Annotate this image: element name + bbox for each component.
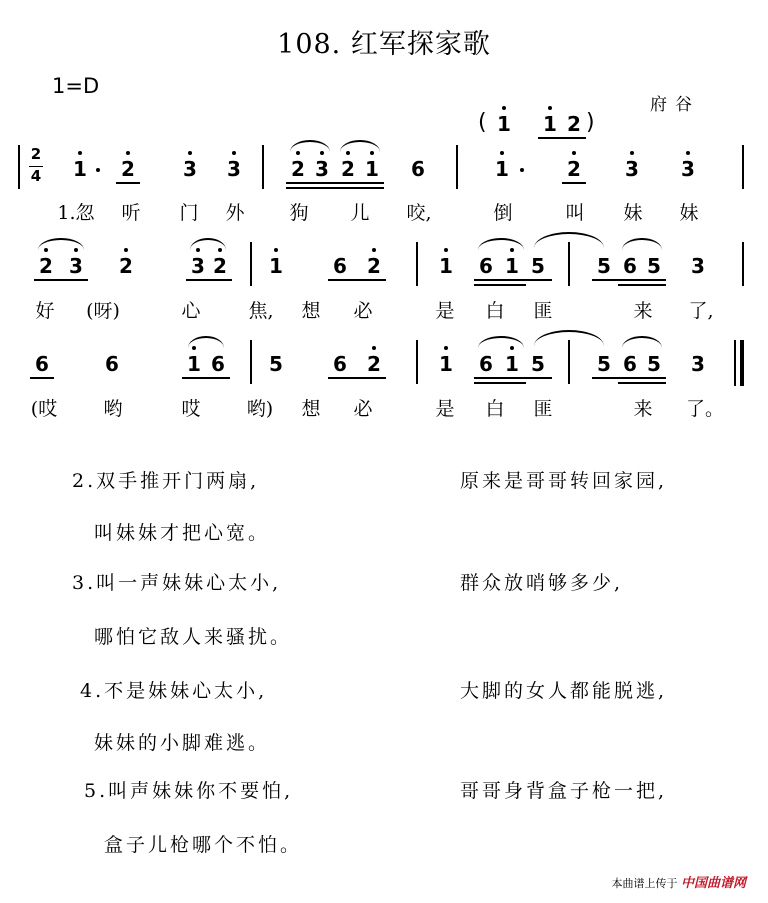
region-label: 府谷 xyxy=(650,95,700,115)
note: 5 xyxy=(597,254,611,278)
high-octave-dot xyxy=(274,248,278,252)
note: 2 xyxy=(341,157,355,181)
beam xyxy=(182,377,230,379)
slur xyxy=(290,140,330,152)
barline xyxy=(568,340,570,384)
beam xyxy=(186,279,232,281)
note: 6 xyxy=(211,352,225,376)
barline xyxy=(742,242,744,286)
lyric: 必 xyxy=(353,398,373,420)
beam xyxy=(328,377,386,379)
high-octave-dot xyxy=(510,346,514,350)
lyric: 好 xyxy=(35,300,55,322)
barline xyxy=(18,145,20,189)
note: 1 xyxy=(495,157,509,181)
time-sig-bottom: 4 xyxy=(30,167,42,185)
barline xyxy=(742,145,744,189)
lyric: 匪 xyxy=(533,398,553,420)
verse-2-line-c: 叫妹妹才把心宽。 xyxy=(94,522,271,544)
note: 3 xyxy=(681,157,695,181)
beam xyxy=(592,279,666,281)
beam xyxy=(328,279,386,281)
note: 2 xyxy=(213,254,227,278)
lyric: 想 xyxy=(301,300,321,322)
high-octave-dot xyxy=(74,248,78,252)
verse-3-line-a: 3.叫一声妹妹心太小, xyxy=(72,572,282,594)
lyric: 心 xyxy=(181,300,201,322)
high-octave-dot xyxy=(572,151,576,155)
high-octave-dot xyxy=(548,106,552,110)
beam xyxy=(474,377,552,379)
lyric: 是 xyxy=(435,398,455,420)
slur xyxy=(622,336,662,348)
barline xyxy=(416,242,418,286)
barline xyxy=(568,242,570,286)
intro-paren-close: ) xyxy=(586,110,595,135)
note: 6 xyxy=(333,254,347,278)
beam xyxy=(474,279,552,281)
beam xyxy=(474,382,526,384)
slur xyxy=(478,238,524,250)
note: 1 xyxy=(505,254,519,278)
high-octave-dot xyxy=(124,248,128,252)
lyric: 咬, xyxy=(406,202,432,224)
note: 1 xyxy=(365,157,379,181)
note: 5 xyxy=(597,352,611,376)
high-octave-dot xyxy=(444,346,448,350)
beam xyxy=(116,182,140,184)
verse-4-line-c: 妹妹的小脚难逃。 xyxy=(94,732,271,754)
beam xyxy=(286,187,384,189)
note: 3 xyxy=(625,157,639,181)
lyric: 哟) xyxy=(246,398,274,420)
note: 3 xyxy=(315,157,329,181)
note: 5 xyxy=(531,254,545,278)
beam xyxy=(286,182,384,184)
high-octave-dot xyxy=(44,248,48,252)
beam xyxy=(562,182,586,184)
note: 6 xyxy=(411,157,425,181)
note: 3 xyxy=(191,254,205,278)
beam xyxy=(474,284,526,286)
verse-4-line-a: 4.不是妹妹心太小, xyxy=(80,680,268,702)
lyric: 匪 xyxy=(533,300,553,322)
high-octave-dot xyxy=(686,151,690,155)
note: 1 xyxy=(187,352,201,376)
verse-5-line-b: 哥哥身背盒子枪一把, xyxy=(460,780,668,802)
intro-note-1: 1 xyxy=(497,112,511,136)
time-sig-top: 2 xyxy=(30,145,42,163)
high-octave-dot xyxy=(510,248,514,252)
lyric: 白 xyxy=(485,398,505,420)
lyric: 了。 xyxy=(686,398,725,420)
note: 1 xyxy=(73,157,87,181)
note: 5 xyxy=(647,352,661,376)
note: 6 xyxy=(479,254,493,278)
intro-note-2: 1 xyxy=(543,112,557,136)
barline xyxy=(250,340,252,384)
beam xyxy=(592,377,666,379)
site-logo[interactable]: 中国曲谱网 xyxy=(680,876,746,891)
high-octave-dot xyxy=(444,248,448,252)
lyric: 1.忽 xyxy=(57,202,95,224)
lyric: 想 xyxy=(301,398,321,420)
note: 6 xyxy=(479,352,493,376)
verse-2-line-a: 2.双手推开门两扇, xyxy=(72,470,260,492)
high-octave-dot xyxy=(218,248,222,252)
note: 3 xyxy=(691,352,705,376)
beam xyxy=(34,279,88,281)
footer-text: 本曲谱上传于 xyxy=(611,877,678,890)
lyric: 焦, xyxy=(248,300,274,322)
high-octave-dot xyxy=(232,151,236,155)
lyric: 外 xyxy=(225,202,245,224)
high-octave-dot xyxy=(372,346,376,350)
high-octave-dot xyxy=(188,151,192,155)
lyric: 哟 xyxy=(103,398,123,420)
beam xyxy=(30,377,54,379)
intro-paren-open: ( xyxy=(478,110,487,135)
key-signature: 1=D xyxy=(52,74,100,98)
note: 3 xyxy=(69,254,83,278)
high-octave-dot xyxy=(126,151,130,155)
verse-5-line-a: 5.叫声妹妹你不要怕, xyxy=(84,780,294,802)
slur xyxy=(622,238,662,250)
note: 1 xyxy=(505,352,519,376)
final-barline-thick xyxy=(740,340,744,386)
note: 6 xyxy=(35,352,49,376)
lyric: 了, xyxy=(688,300,714,322)
high-octave-dot xyxy=(192,346,196,350)
note: 5 xyxy=(269,352,283,376)
note: 2 xyxy=(119,254,133,278)
lyric: 儿 xyxy=(350,202,370,224)
slur xyxy=(340,140,380,152)
note: 6 xyxy=(623,254,637,278)
lyric: 门 xyxy=(179,202,199,224)
note: 1 xyxy=(439,352,453,376)
high-octave-dot xyxy=(502,106,506,110)
note: 6 xyxy=(333,352,347,376)
note: 1 xyxy=(269,254,283,278)
note: 5 xyxy=(531,352,545,376)
verse-2-line-b: 原来是哥哥转回家园, xyxy=(460,470,668,492)
lyric: 听 xyxy=(121,202,141,224)
verse-3-line-c: 哪怕它敌人来骚扰。 xyxy=(94,626,293,648)
lyric: 倒 xyxy=(493,202,513,224)
note: 5 xyxy=(647,254,661,278)
slur xyxy=(478,336,524,348)
high-octave-dot xyxy=(630,151,634,155)
lyric: 妹 xyxy=(623,202,643,224)
footer xyxy=(611,872,746,891)
intro-note-3: 2 xyxy=(567,112,581,136)
lyric: (哎 xyxy=(30,398,58,420)
note: 3 xyxy=(227,157,241,181)
high-octave-dot xyxy=(500,151,504,155)
high-octave-dot xyxy=(196,248,200,252)
lyric: 狗 xyxy=(289,202,309,224)
lyric: 必 xyxy=(353,300,373,322)
page-title: 108. 红军探家歌 xyxy=(277,29,491,60)
verse-5-line-c: 盒子儿枪哪个不怕。 xyxy=(104,834,303,856)
lyric: (呀) xyxy=(86,300,120,322)
beam xyxy=(618,284,666,286)
lyric: 来 xyxy=(633,398,653,420)
lyric: 叫 xyxy=(565,202,585,224)
verse-3-line-b: 群众放哨够多少, xyxy=(460,572,624,594)
lyric: 白 xyxy=(485,300,505,322)
lyric: 哎 xyxy=(181,398,201,420)
high-octave-dot xyxy=(372,248,376,252)
note: 2 xyxy=(367,254,381,278)
beam xyxy=(538,137,586,139)
high-octave-dot xyxy=(78,151,82,155)
lyric: 来 xyxy=(633,300,653,322)
note: 2 xyxy=(567,157,581,181)
note: 2 xyxy=(291,157,305,181)
augmentation-dot xyxy=(520,168,524,172)
note: 3 xyxy=(183,157,197,181)
note: 2 xyxy=(39,254,53,278)
lyric: 妹 xyxy=(679,202,699,224)
verse-4-line-b: 大脚的女人都能脱逃, xyxy=(460,680,668,702)
note: 6 xyxy=(623,352,637,376)
note: 1 xyxy=(439,254,453,278)
lyric: 是 xyxy=(435,300,455,322)
barline xyxy=(456,145,458,189)
note: 2 xyxy=(367,352,381,376)
barline xyxy=(250,242,252,286)
barline xyxy=(262,145,264,189)
note: 6 xyxy=(105,352,119,376)
note: 2 xyxy=(121,157,135,181)
barline xyxy=(416,340,418,384)
augmentation-dot xyxy=(96,168,100,172)
note: 3 xyxy=(691,254,705,278)
beam xyxy=(618,382,666,384)
final-barline-thin xyxy=(734,340,736,386)
